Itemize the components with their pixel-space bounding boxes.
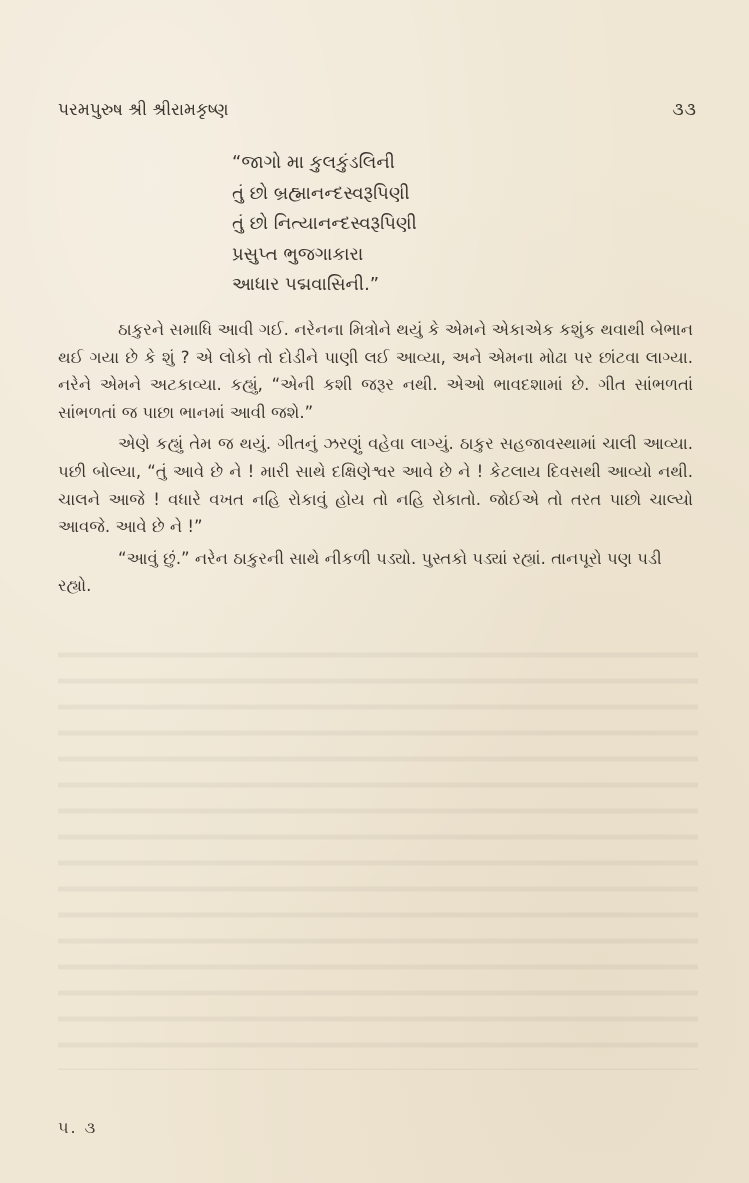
verse-line: “જાગો મા કુલકુંડલિની xyxy=(232,152,395,173)
page-number: ૩૩ xyxy=(672,100,697,120)
running-title: પરમપુરુષ શ્રી શ્રીરામકૃષ્ણ xyxy=(58,100,229,120)
paragraph: એણે કહ્યું તેમ જ થયું. ગીતનું ઝરણું વહેવા લાગ્યું. ઠાકુર સહજાવસ્થામાં ચાલી આવ્યા. પછી બોલ્યા, “તું આવે છે ને ! મારી સાથે દક્ષિણેશ્વર આવે છે ને ! કેટલાય દિવસથી આવ્યો નથી. ચાલને આજે ! વધારે વખત નહિ રોકાવું હોય તો નહિ રોકાતો. જોઈએ તો તરત પાછો ચાલ્યો આવજે. આવે છે ને !” xyxy=(58,434,693,537)
verse-line: તું છો બ્રહ્માનન્દસ્વરૂપિણી xyxy=(232,182,410,204)
verse-line: આધાર પદ્મવાસિની.” xyxy=(232,274,380,295)
paragraph: ઠાકુરને સમાધિ આવી ગઈ. નરેનના મિત્રોને થયું કે એમને એકાએક કશુંક થવાથી બેભાન થઈ ગયા છે કે શું ? એ લોકો તો દોડીને પાણી લઈ આવ્યા, અને એમના મોઢા પર છાંટવા લાગ્યા. નરેને એમને અટકાવ્યા. કહ્યું, “એની કશી જરૂર નથી. એઓ ભાવદશામાં છે. ગીત સાંભળતાં સાંભળતાં જ પાછા ભાનમાં આવી જશે.” xyxy=(58,320,693,422)
verse-line: પ્રસુપ્ત ભુજગાકારા xyxy=(232,243,364,265)
running-header xyxy=(58,100,697,120)
show-through-texture xyxy=(58,640,698,1070)
song-verse xyxy=(232,148,417,301)
body-text xyxy=(58,316,693,600)
verse-line: તું છો નિત્યાનન્દસ્વરૂપિણી xyxy=(232,213,417,234)
signature-mark: ૫. ૩ xyxy=(58,1118,98,1137)
paragraph: “આવું છું.” નરેન ઠાકુરની સાથે નીકળી પડ્યો. પુસ્તકો પડ્યાં રહ્યાં. તાનપૂરો પણ પડી રહ્યો. xyxy=(58,548,662,596)
